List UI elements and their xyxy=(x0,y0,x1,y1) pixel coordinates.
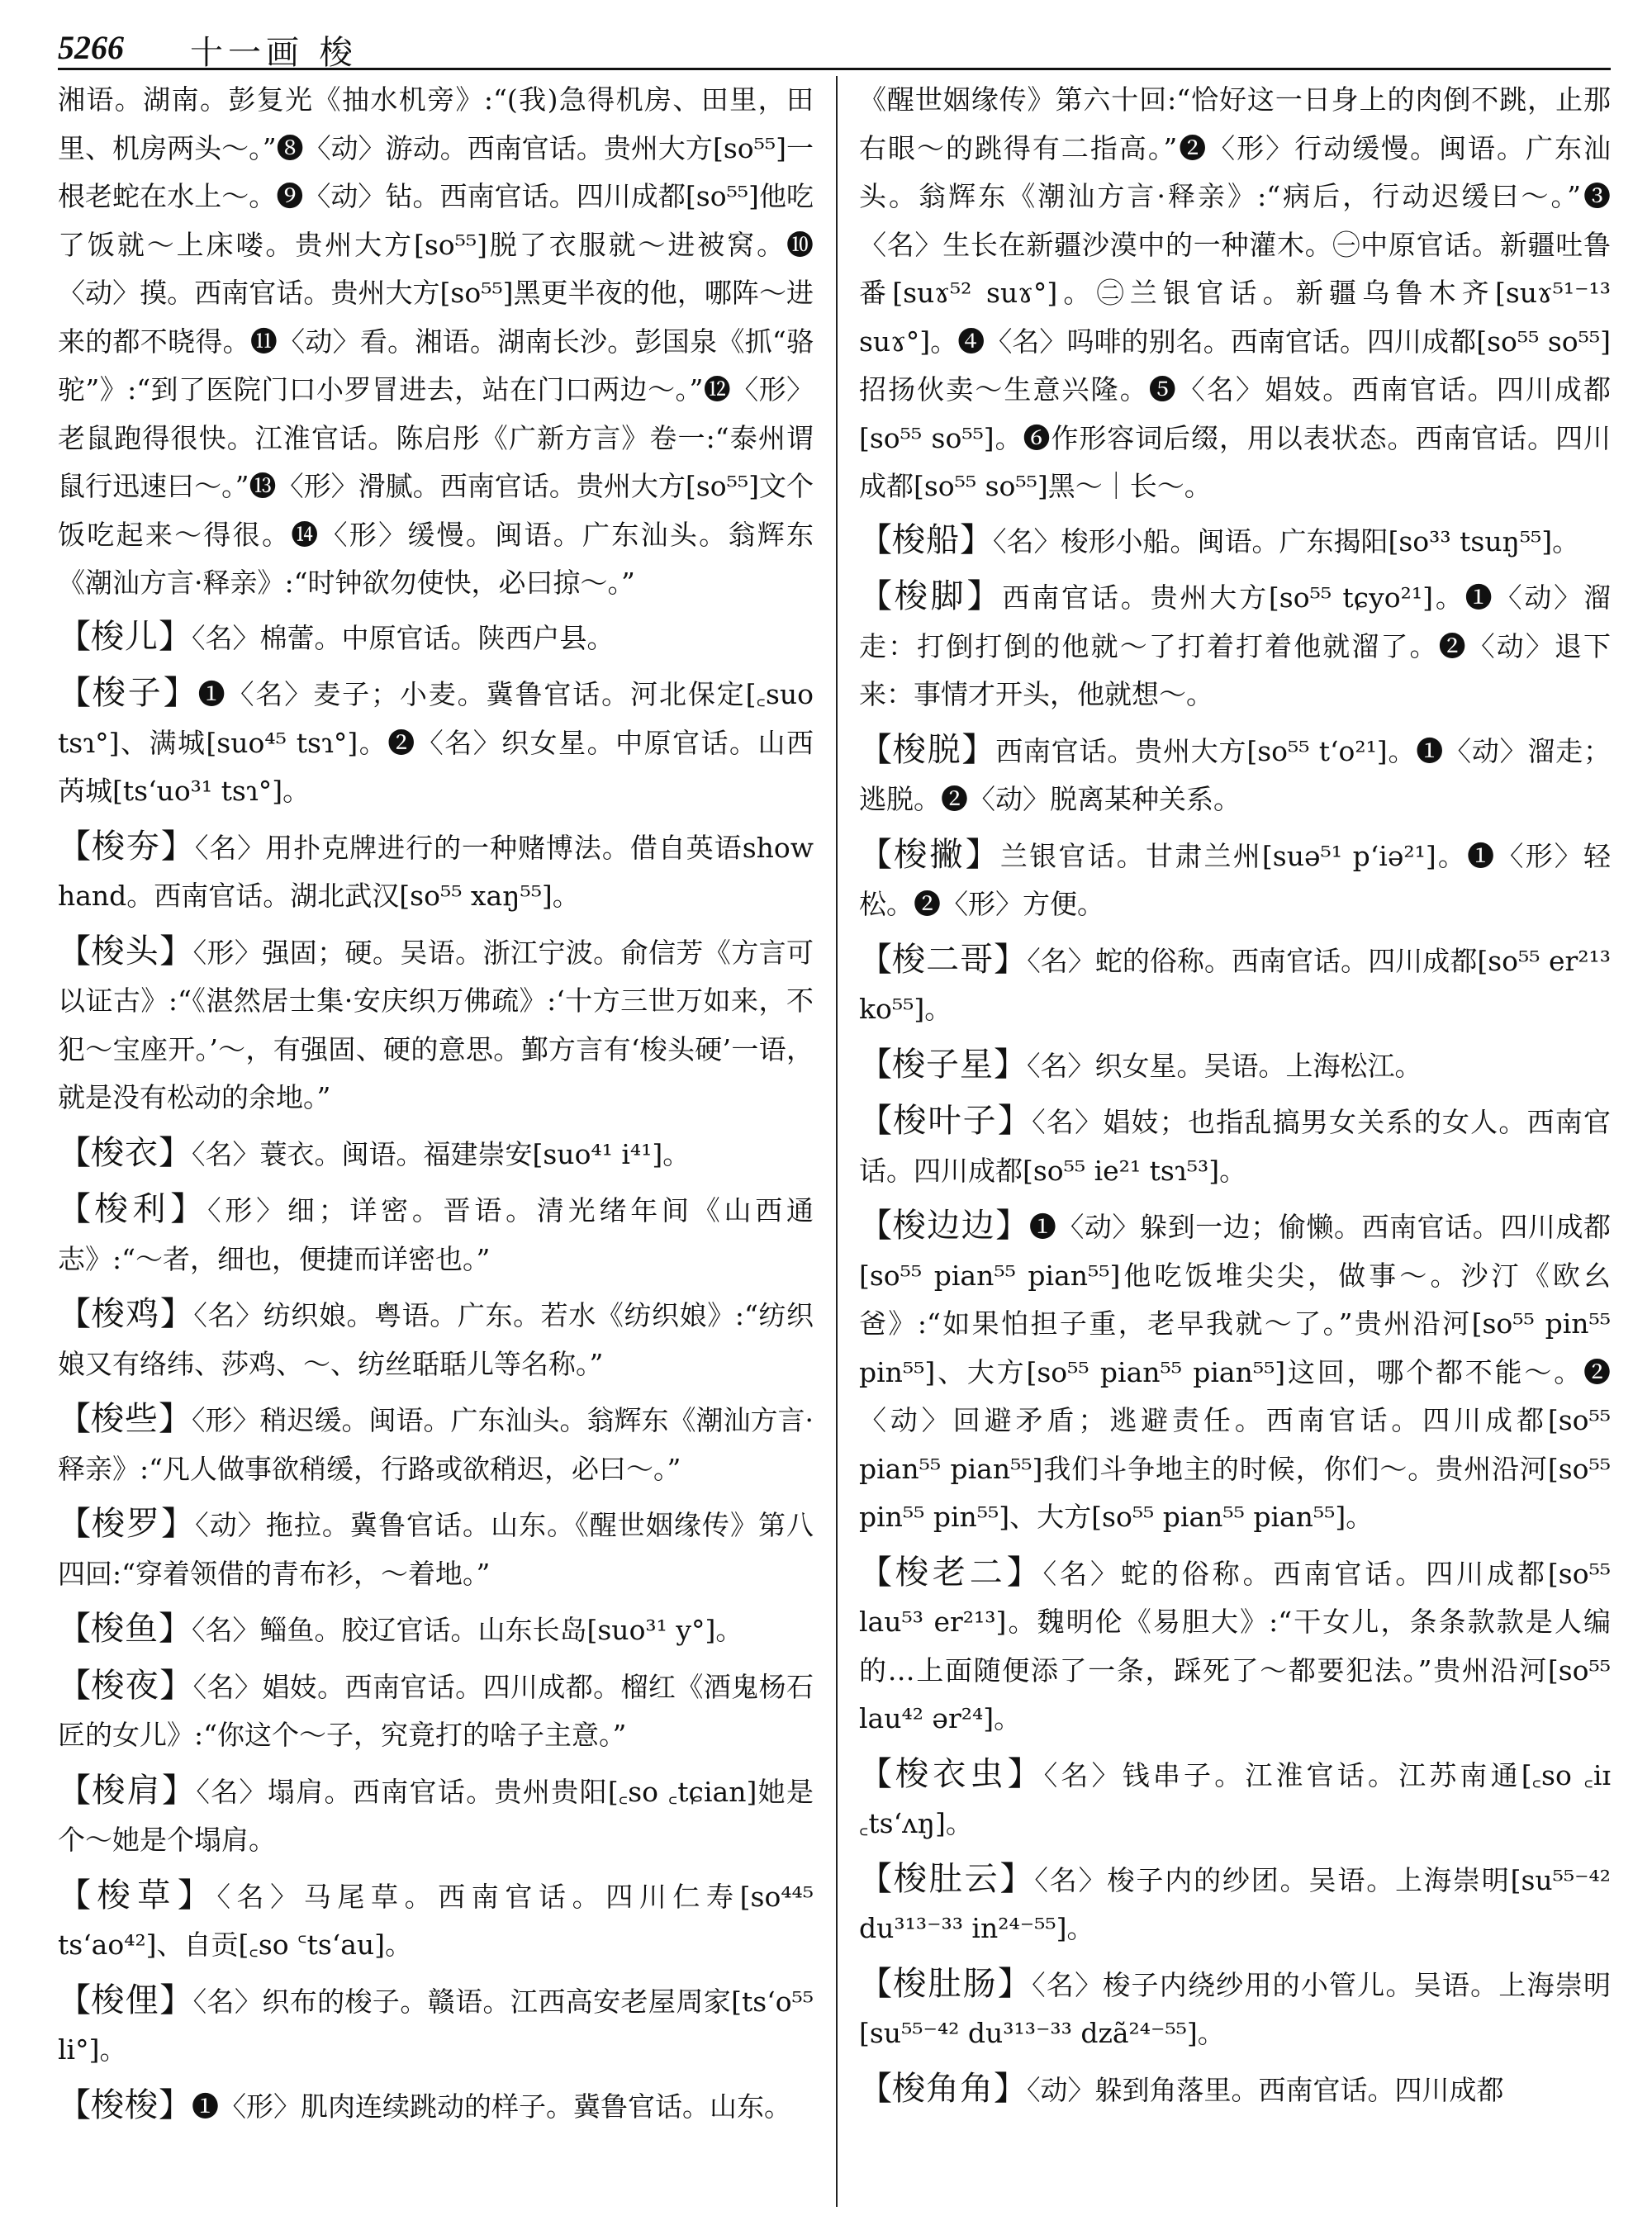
entry-definition: 《醒世姻缘传》第六十回:“恰好这一日身上的肉倒不跳，止那右眼～的跳得有二指高。”❷〈形〉行动缓慢。闽语。广东汕头。翁辉东《潮汕方言·释亲》:“病后，行动迟缓曰～。”❸〈名〉生长在新疆沙漠中的一种灌木。㊀中原官话。新疆吐鲁番[suɤ⁵² suɤ°]。㊁兰银官话。新疆乌鲁木齐[suɤ⁵¹⁻¹³ suɤ°]。❹〈名〉吗啡的别名。西南官话。四川成都[so⁵⁵ so⁵⁵]招扬伙卖～生意兴隆。❺〈名〉娼妓。西南官话。四川成都[so⁵⁵ so⁵⁵]。❻作形容词后缀，用以表状态。西南官话。四川成都[so⁵⁵ so⁵⁵]黑～｜长～。 xyxy=(859,83,1611,502)
left-bracket: 【 xyxy=(58,617,91,656)
entry-definition: ❶〈动〉躲到一边；偷懒。西南官话。四川成都[so⁵⁵ pian⁵⁵ pian⁵⁵]他吃饭堆尖尖，做事～。沙汀《欧幺爸》:“如果怕担子重，老早我就～了。”贵州沿河[so⁵⁵ pin⁵⁵ pin⁵⁵]、大方[so⁵⁵ pian⁵⁵ pian⁵⁵]这回，哪个都不能～。❷〈动〉回避矛盾；逃避责任。西南官话。四川成都[so⁵⁵ pian⁵⁵ pian⁵⁵]我们斗争地主的时候，你们～。贵州沿河[so⁵⁵ pin⁵⁵ pin⁵⁵]、大方[so⁵⁵ pian⁵⁵ pian⁵⁵]。 xyxy=(859,1211,1612,1533)
entry-definition: 西南官话。贵州大方[so⁵⁵ t‘o²¹]。❶〈动〉溜走；逃脱。❷〈动〉脱离某种关系。 xyxy=(859,734,1612,815)
entry-definition: 〈名〉蓑衣。闽语。福建崇安[suo⁴¹ i⁴¹]。 xyxy=(192,1137,691,1170)
entry-definition: 〈名〉用扑克牌进行的一种赌博法。借自英语show hand。西南官话。湖北武汉[so⁵⁵ xaŋ⁵⁵]。 xyxy=(58,831,814,912)
left-bracket: 【 xyxy=(859,577,895,615)
right-bracket: 】 xyxy=(162,1771,197,1810)
left-bracket: 【 xyxy=(859,1553,895,1592)
right-bracket: 】 xyxy=(159,1133,192,1172)
dictionary-entry xyxy=(859,1549,1611,1744)
entry-headword: 梭撇 xyxy=(894,835,966,874)
dictionary-entry xyxy=(859,1202,1611,1542)
entry-headword-group xyxy=(58,1877,216,1914)
right-bracket: 】 xyxy=(997,1964,1032,2003)
right-bracket: 】 xyxy=(161,1505,196,1543)
entry-headword: 梭俚 xyxy=(91,1981,160,2019)
dictionary-entry xyxy=(859,1960,1611,2058)
entry-headword-group xyxy=(58,1190,207,1228)
entry-headword-group xyxy=(859,1207,1029,1245)
entry-definition: 〈名〉钱串子。江淮官话。江苏南通[꜀so ꜀iɪ ꜀ts‘ʌŋ]。 xyxy=(859,1758,1612,1839)
dictionary-entry xyxy=(58,1290,814,1388)
right-bracket: 】 xyxy=(994,2069,1027,2108)
dictionary-entry xyxy=(58,1872,814,1970)
entry-definition: 〈名〉娼妓；也指乱搞男女关系的女人。西南官话。四川成都[so⁵⁵ ie²¹ tsɿ⁵³]。 xyxy=(859,1106,1612,1187)
entry-definition: ❶〈形〉肌肉连续跳动的样子。冀鲁官话。山东。 xyxy=(192,2090,791,2123)
entry-definition: 〈名〉织女星。吴语。上海松江。 xyxy=(1027,1049,1422,1082)
right-column xyxy=(859,76,1611,2121)
right-bracket: 】 xyxy=(999,1859,1035,1898)
left-bracket: 【 xyxy=(859,1045,892,1084)
right-bracket: 】 xyxy=(159,1666,193,1705)
entry-headword: 梭船 xyxy=(892,520,960,559)
dictionary-entry xyxy=(58,1767,814,1865)
entry-definition: 〈名〉娼妓。西南官话。四川成都。榴红《酒鬼杨石匠的女儿》:“你这个～子，究竟打的啥子主意。” xyxy=(58,1670,814,1751)
left-bracket: 【 xyxy=(58,1610,91,1648)
entry-headword: 梭叶子 xyxy=(893,1102,998,1140)
entry-headword: 梭些 xyxy=(91,1400,159,1438)
entry-headword: 梭子星 xyxy=(892,1045,994,1084)
entry-headword: 梭梭 xyxy=(91,2085,159,2124)
entry-headword-group xyxy=(58,932,193,970)
entry-definition: 〈形〉细；详密。晋语。清光绪年间《山西通志》:“～者，细也，便捷而详密也。” xyxy=(58,1194,814,1275)
dictionary-entry xyxy=(58,1395,814,1493)
entry-headword: 梭草 xyxy=(97,1876,178,1914)
right-bracket: 】 xyxy=(1007,1754,1044,1793)
right-bracket: 】 xyxy=(170,1190,208,1228)
right-bracket: 】 xyxy=(997,1102,1032,1140)
dictionary-entry xyxy=(58,669,814,816)
dictionary-entry xyxy=(859,831,1611,929)
entry-headword: 梭脚 xyxy=(894,577,967,615)
entry-definition: 〈名〉梭形小船。闽语。广东揭阳[so³³ tsuŋ⁵⁵]。 xyxy=(993,524,1580,558)
page-header xyxy=(58,23,1611,72)
entry-definition: 〈名〉梭子内的纱团。吴语。上海崇明[su⁵⁵⁻⁴² du³¹³⁻³³ in²⁴⁻⁵⁵]。 xyxy=(859,1863,1612,1944)
left-bracket: 【 xyxy=(859,1102,894,1140)
right-bracket: 】 xyxy=(966,577,1003,615)
entry-definition: 〈名〉马尾草。西南官话。四川仁寿[so⁴⁴⁵ ts‘ao⁴²]、自贡[꜀so ꜂ts‘au]。 xyxy=(58,1880,814,1961)
entry-definition: 〈名〉织布的梭子。赣语。江西高安老屋周家[ts‘o⁵⁵ li°]。 xyxy=(58,1985,814,2066)
dictionary-entry xyxy=(859,726,1611,824)
page-title: 十一画 梭 xyxy=(190,34,358,72)
entry-definition: 〈名〉蛇的俗称。西南官话。四川成都[so⁵⁵ lau⁵³ er²¹³]。魏明伦《易胆大》:“干女儿，条条款款是人编的…上面随便添了一条，踩死了～都要犯法。”贵州沿河[so⁵⁵ lau⁴² ər²⁴]。 xyxy=(859,1557,1612,1734)
right-bracket: 】 xyxy=(994,940,1028,979)
left-bracket: 【 xyxy=(58,1981,92,2019)
entry-headword: 梭夜 xyxy=(91,1666,160,1705)
right-bracket: 】 xyxy=(1006,1553,1043,1592)
entry-definition: 〈名〉梭子内绕纱用的小管儿。吴语。上海崇明[su⁵⁵⁻⁴² du³¹³⁻³³ dzã²⁴⁻⁵⁵]。 xyxy=(859,1968,1612,2049)
dictionary-entry xyxy=(58,928,814,1122)
left-bracket: 【 xyxy=(58,674,93,712)
dictionary-entry xyxy=(58,1129,814,1179)
entry-headword-group xyxy=(58,1610,192,1648)
entry-headword-group xyxy=(859,941,1027,979)
right-bracket: 】 xyxy=(960,520,993,559)
entry-headword: 梭夯 xyxy=(91,827,161,866)
dictionary-entry xyxy=(859,1041,1611,1091)
dictionary-entry xyxy=(859,572,1611,719)
dictionary-entry xyxy=(859,936,1611,1034)
entry-definition: 〈名〉塌肩。西南官话。贵州贵阳[꜀so ꜀tɕian]她是个～她是个塌肩。 xyxy=(58,1775,814,1856)
right-bracket: 】 xyxy=(159,1981,193,2019)
entry-headword-group xyxy=(58,1981,193,2019)
dictionary-entry xyxy=(58,823,814,921)
entry-headword: 梭鸡 xyxy=(91,1295,160,1333)
entry-definition: 〈名〉纺织娘。粤语。广东。若水《纺织娘》:“纺织娘又有络纬、莎鸡、～、纺丝聒聒儿等名称。” xyxy=(58,1299,814,1380)
entry-definition: 〈形〉稍迟缓。闽语。广东汕头。翁辉东《潮汕方言·释亲》:“凡人做事欲稍缓，行路或欲稍迟，必曰～。” xyxy=(58,1404,814,1485)
entry-headword: 梭二哥 xyxy=(892,940,995,979)
entry-headword: 梭子 xyxy=(92,674,164,712)
left-bracket: 【 xyxy=(58,1771,93,1810)
entry-continuation xyxy=(859,76,1611,511)
entry-headword-group xyxy=(859,1965,1032,2003)
dictionary-entry xyxy=(859,1855,1611,1953)
left-bracket: 【 xyxy=(859,1964,894,2003)
entry-headword-group xyxy=(859,1046,1027,1084)
right-bracket: 】 xyxy=(163,674,198,712)
left-bracket: 【 xyxy=(58,1505,93,1543)
left-bracket: 【 xyxy=(58,1666,92,1705)
entry-headword-group xyxy=(859,2070,1027,2108)
right-bracket: 】 xyxy=(159,1610,192,1648)
right-bracket: 】 xyxy=(965,835,1000,874)
entry-definition: 〈形〉强固；硬。吴语。浙江宁波。俞信芳《方言可以证古》:“《湛然居士集·安庆织万佛疏》:‘十方三世万如来，不犯～宝座开。’～，有强固、硬的意思。鄞方言有‘梭头硬’一语，就是没有松动的余地。” xyxy=(58,936,814,1113)
left-bracket: 【 xyxy=(859,940,893,979)
entry-headword-group xyxy=(58,1505,195,1543)
entry-headword-group xyxy=(859,731,995,769)
page-number: 5266 xyxy=(58,29,124,66)
entry-headword-group xyxy=(58,1667,193,1705)
header-rule xyxy=(58,68,1611,70)
left-column xyxy=(58,76,814,2137)
dictionary-entry xyxy=(859,516,1611,567)
entry-headword: 梭角角 xyxy=(892,2069,994,2108)
entry-headword-group xyxy=(58,1295,193,1333)
left-bracket: 【 xyxy=(859,1207,893,1245)
left-bracket: 【 xyxy=(58,932,92,970)
entry-headword-group xyxy=(859,1860,1034,1898)
left-bracket: 【 xyxy=(859,1859,894,1898)
entry-headword-group xyxy=(859,1554,1043,1592)
entry-headword: 梭利 xyxy=(94,1190,171,1228)
entry-headword-group xyxy=(859,1102,1032,1140)
entry-definition: 〈名〉蛇的俗称。西南官话。四川成都[so⁵⁵ er²¹³ ko⁵⁵]。 xyxy=(859,944,1612,1025)
right-bracket: 】 xyxy=(994,1045,1027,1084)
entry-headword: 梭罗 xyxy=(92,1505,162,1543)
right-bracket: 】 xyxy=(159,2085,192,2124)
right-bracket: 】 xyxy=(159,932,193,970)
dictionary-entry xyxy=(58,1976,814,2075)
right-bracket: 】 xyxy=(995,1207,1029,1245)
entry-headword-group xyxy=(859,1755,1044,1793)
entry-headword: 梭衣 xyxy=(91,1133,159,1172)
entry-headword: 梭脱 xyxy=(892,730,962,769)
entry-definition: 〈名〉棉蕾。中原官话。陕西户县。 xyxy=(192,621,615,654)
right-bracket: 】 xyxy=(159,617,192,656)
entry-headword: 梭肩 xyxy=(92,1771,163,1810)
dictionary-entry xyxy=(859,1097,1611,1195)
dictionary-entry xyxy=(58,2081,814,2132)
entry-headword: 梭肚肠 xyxy=(893,1964,998,2003)
left-bracket: 【 xyxy=(58,1190,95,1228)
entry-headword: 梭头 xyxy=(91,932,160,970)
entry-definition: 〈动〉拖拉。冀鲁官话。山东。《醒世姻缘传》第八四回:“穿着领借的青布衫，～着地。” xyxy=(58,1509,814,1590)
left-bracket: 【 xyxy=(859,835,895,874)
dictionary-entry xyxy=(58,1185,814,1283)
entry-definition: 〈名〉鲻鱼。胶辽官话。山东长岛[suo³¹ y°]。 xyxy=(192,1614,743,1646)
dictionary-entry xyxy=(58,613,814,663)
entry-headword-group xyxy=(58,1400,192,1438)
dictionary-entry xyxy=(58,1662,814,1760)
left-bracket: 【 xyxy=(859,2069,892,2108)
entry-headword-group xyxy=(859,521,993,559)
entry-definition: 〈动〉躲到角落里。西南官话。四川成都 xyxy=(1027,2073,1504,2106)
right-bracket: 】 xyxy=(159,1400,192,1438)
entry-headword-group xyxy=(58,2086,192,2124)
dictionary-entry xyxy=(859,1750,1611,1848)
entry-headword: 梭老二 xyxy=(895,1553,1007,1592)
left-bracket: 【 xyxy=(58,827,92,866)
entry-headword: 梭儿 xyxy=(91,617,159,656)
entry-headword-group xyxy=(58,1134,192,1172)
entry-headword: 梭衣虫 xyxy=(895,1754,1008,1793)
entry-definition: ❶〈名〉麦子；小麦。冀鲁官话。河北保定[꜀suo tsɿ°]、满城[suo⁴⁵ tsɿ°]。❷〈名〉织女星。中原官话。山西芮城[ts‘uo³¹ tsɿ°]。 xyxy=(58,678,814,807)
entry-definition: 西南官话。贵州大方[so⁵⁵ tɕyo²¹]。❶〈动〉溜走：打倒打倒的他就～了打着打着他就溜了。❷〈动〉退下来：事情才开头，他就想～。 xyxy=(859,581,1612,710)
entry-headword-group xyxy=(859,577,1002,615)
column-divider xyxy=(836,76,838,2207)
left-bracket: 【 xyxy=(58,1876,97,1914)
left-bracket: 【 xyxy=(58,2085,91,2124)
entry-headword: 梭边边 xyxy=(892,1207,996,1245)
entry-continuation xyxy=(58,76,814,608)
entry-headword-group xyxy=(58,828,195,866)
entry-headword: 梭鱼 xyxy=(91,1610,159,1648)
right-bracket: 】 xyxy=(159,1295,194,1333)
dictionary-entry xyxy=(58,1605,814,1655)
right-bracket: 】 xyxy=(961,730,996,769)
dictionary-entry xyxy=(58,1500,814,1598)
left-bracket: 【 xyxy=(859,1754,896,1793)
entry-headword-group xyxy=(58,1772,196,1810)
left-bracket: 【 xyxy=(859,730,893,769)
left-bracket: 【 xyxy=(859,520,892,559)
left-bracket: 【 xyxy=(58,1133,91,1172)
right-bracket: 】 xyxy=(160,827,195,866)
entry-headword-group xyxy=(58,618,192,656)
right-bracket: 】 xyxy=(177,1876,217,1914)
entry-headword: 梭肚云 xyxy=(893,1859,1000,1898)
entry-headword-group xyxy=(58,674,198,712)
left-bracket: 【 xyxy=(58,1400,91,1438)
entry-headword-group xyxy=(859,836,1000,874)
entry-definition: 兰银官话。甘肃兰州[suə⁵¹ p‘iə²¹]。❶〈形〉轻松。❷〈形〉方便。 xyxy=(859,839,1612,920)
left-bracket: 【 xyxy=(58,1295,92,1333)
entry-definition: 湘语。湖南。彭复光《抽水机旁》:“(我)急得机房、田里，田里、机房两头～。”❽〈动〉游动。西南官话。贵州大方[so⁵⁵]一根老蛇在水上～。❾〈动〉钻。西南官话。四川成都[so⁵⁵]他吃了饭就～上床喽。贵州大方[so⁵⁵]脱了衣服就～进被窝。❿〈动〉摸。西南官话。贵州大方[so⁵⁵]黑更半夜的他，哪阵～进来的都不晓得。⓫〈动〉看。湘语。湖南长沙。彭国泉《抓“骆驼”》:“到了医院门口小罗冒进去，站在门口两边～。”⓬〈形〉老鼠跑得很快。江淮官话。陈启彤《广新方言》卷一:“泰州谓鼠行迅速曰～。”⓭〈形〉滑腻。西南官话。贵州大方[so⁵⁵]文个饭吃起来～得很。⓮〈形〉缓慢。闽语。广东汕头。翁辉东《潮汕方言·释亲》:“时钟欲勿使快，必曰掠～。” xyxy=(58,83,814,599)
dictionary-entry xyxy=(859,2065,1611,2115)
